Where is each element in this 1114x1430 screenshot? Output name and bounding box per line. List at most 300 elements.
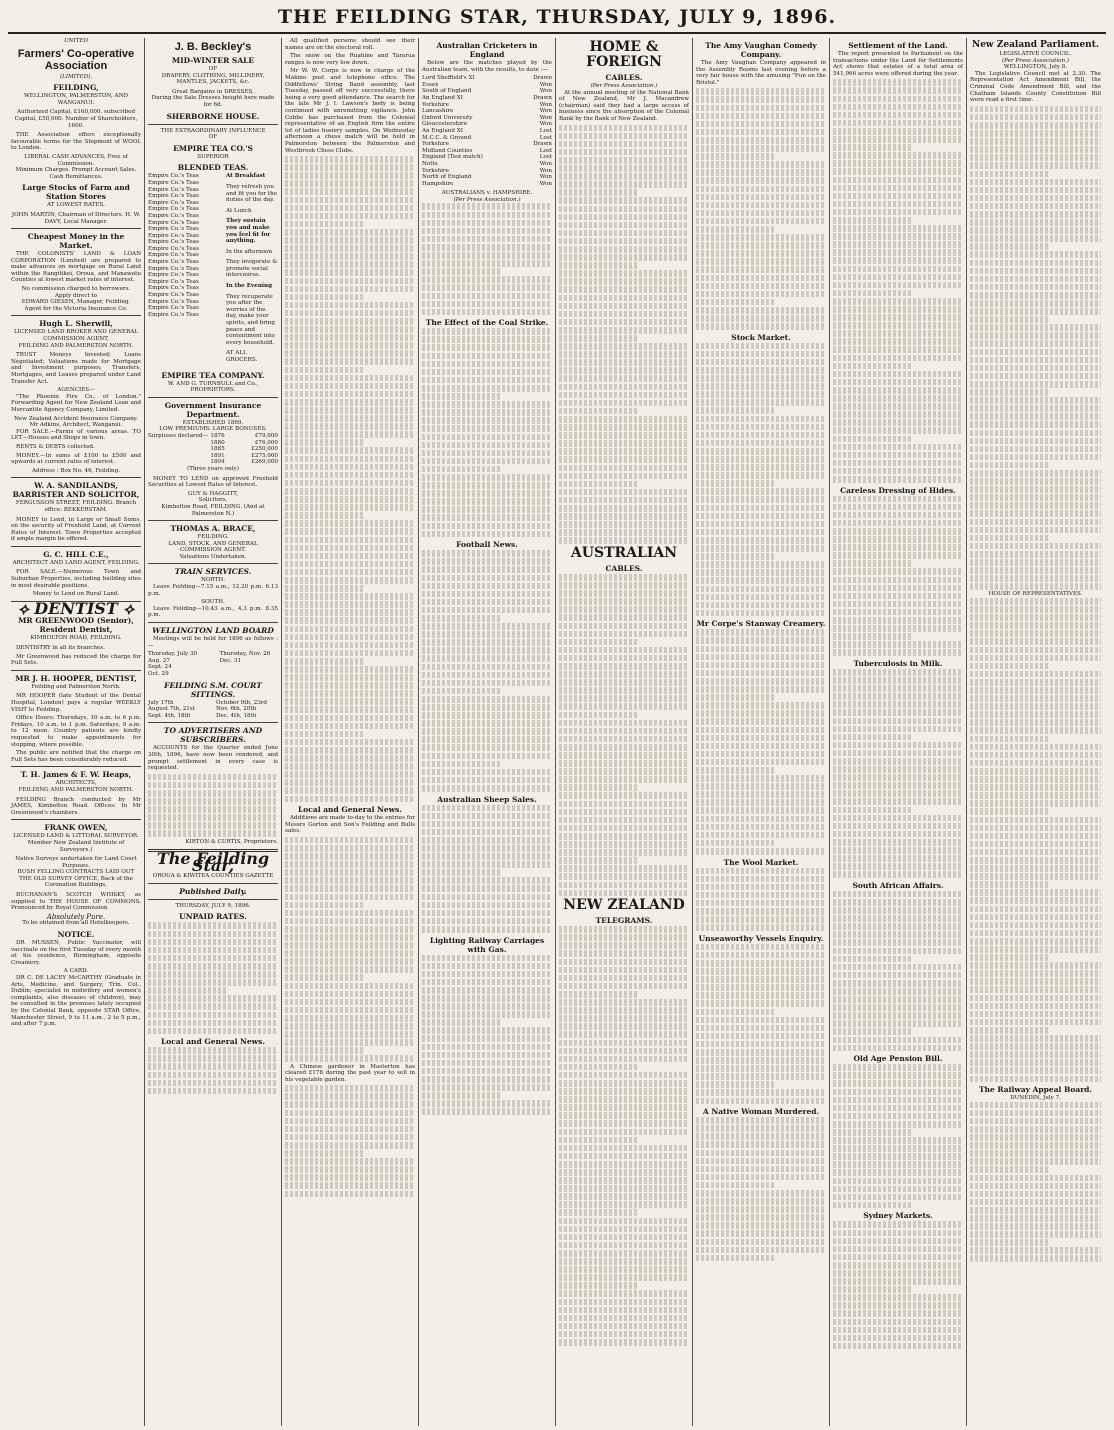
court-date: August 7th, 21st <box>148 706 195 713</box>
text-line <box>970 914 1101 921</box>
text-line <box>970 671 1101 678</box>
text-line <box>696 646 826 653</box>
text-line <box>285 237 415 244</box>
text-line <box>285 779 415 786</box>
aus-cricket-head: Australian Cricketers in England <box>436 41 538 59</box>
text-line <box>696 242 826 249</box>
text-line <box>559 776 689 783</box>
text-line <box>696 759 826 766</box>
text-line <box>422 252 552 259</box>
text-line <box>559 456 689 463</box>
text-line <box>422 591 552 598</box>
match-result: Lost <box>539 127 552 134</box>
text-line <box>285 334 415 341</box>
legis-head: LEGISLATIVE COUNCIL. <box>999 51 1072 57</box>
text-line <box>285 894 415 901</box>
tea-row: Empire Co.'s Teas <box>148 206 199 213</box>
text-line <box>422 558 552 565</box>
meeting-date: Thursday, Nov. 26 <box>219 651 271 658</box>
settlement-text: The report presented to Parliament on the transactions under the Land for Settlements Act shows that estates of a total area of 541,966 acres were offered during the year. <box>833 51 963 77</box>
text-line <box>559 873 689 880</box>
text-line <box>422 736 552 743</box>
text-line <box>970 897 1101 904</box>
text-line <box>696 960 826 967</box>
text-line <box>285 1039 415 1046</box>
text-line <box>833 1294 963 1301</box>
text-line <box>696 561 826 568</box>
fbranch-text: FEILDING Branch conducted by Mr JAMES, Kimbolton Road. Offices: In Mr Greenwood's chambers. <box>11 796 141 816</box>
text-line <box>285 188 415 195</box>
column-8 <box>967 38 1104 1426</box>
text-line <box>970 486 1101 493</box>
text-line <box>833 907 963 914</box>
text-line <box>696 662 826 669</box>
text-line <box>422 466 500 473</box>
text-line <box>970 906 1101 913</box>
text-line <box>285 245 415 252</box>
bank-text: At the annual meeting of the National Bank of New Zealand, Mr J. Macandrew (chairman) said they had a large access of business since the absorption of the Colonial Bank by the Bank of New Zealand. <box>559 89 689 122</box>
match-row <box>422 168 552 175</box>
text-line <box>833 617 963 624</box>
text-line <box>285 682 415 689</box>
greenwood-head: MR GREENWOOD (Senior), Resident Dentist, <box>18 616 134 635</box>
text-line <box>285 1015 415 1022</box>
text-line <box>285 934 415 941</box>
text-line <box>559 950 689 957</box>
railway-body <box>970 1102 1101 1262</box>
text-line <box>422 1035 552 1042</box>
text-line <box>559 1339 689 1346</box>
surplus-cell: 1891 <box>210 452 225 459</box>
text-line <box>833 209 963 216</box>
match-row <box>422 161 552 168</box>
text-line <box>833 1129 911 1136</box>
card-head: A CARD. <box>63 968 89 975</box>
text-line <box>970 1231 1101 1238</box>
text-line <box>970 1076 1101 1083</box>
match-opponent: Yorkshire <box>422 167 449 174</box>
text-line <box>696 735 826 742</box>
text-line <box>696 1009 774 1016</box>
text-line <box>696 1033 826 1040</box>
text-line <box>833 1221 963 1228</box>
text-line <box>696 137 826 144</box>
text-line <box>285 715 415 722</box>
text-line <box>696 1150 826 1157</box>
text-line <box>833 476 963 483</box>
text-line <box>696 654 826 661</box>
text-line <box>422 1003 552 1010</box>
text-line <box>833 160 963 167</box>
text-line <box>970 405 1101 412</box>
text-line <box>422 837 552 844</box>
text-line <box>833 1161 963 1168</box>
text-line <box>285 706 415 713</box>
text-line <box>696 343 826 350</box>
wool-body <box>696 868 826 931</box>
sydney-head: Sydney Markets. <box>863 1211 933 1221</box>
text-line <box>970 357 1101 364</box>
meeting-date: Oct. 29 <box>148 671 169 677</box>
text-line <box>148 995 278 1002</box>
text-line <box>422 212 552 219</box>
match-row <box>422 75 552 82</box>
drapery-text: DRAPERY, CLOTHING, MILLINERY, MANTLES, JACKETS, &c. <box>161 72 265 86</box>
text-line <box>559 1031 689 1038</box>
text-line <box>970 679 1101 686</box>
text-line <box>833 1343 963 1350</box>
text-line <box>833 871 963 878</box>
surplus-cell: £79,000 <box>254 432 278 439</box>
text-line <box>696 694 774 701</box>
text-line <box>970 922 1101 929</box>
text-line <box>559 481 637 488</box>
text-line <box>970 195 1101 202</box>
hooper-head: MR J. H. HOOPER, DENTIST, <box>15 673 137 683</box>
text-line <box>559 230 689 237</box>
press-assoc: (Per Press Association.) <box>453 196 521 203</box>
text-line <box>833 338 963 345</box>
match-result: Drawn <box>533 141 552 148</box>
text-line <box>285 642 415 649</box>
match-result: Won <box>539 160 552 167</box>
match-opponent: Yorkshire <box>422 141 449 148</box>
oroua-text: OROUA & KIWITEA COUNTIES GAZETTE <box>152 873 274 880</box>
ferguson-text: FERGUSSON STREET, FEILDING. Branch office: BEKKERSTAM. <box>15 500 137 513</box>
text-line <box>422 393 500 400</box>
text-line <box>422 1052 552 1059</box>
text-line <box>148 782 278 789</box>
tea-row: Empire Co.'s Teas <box>148 292 199 299</box>
text-line <box>559 367 689 374</box>
text-line <box>559 133 689 140</box>
text-line <box>696 868 826 875</box>
text-line <box>559 703 689 710</box>
text-line <box>970 841 1101 848</box>
text-line <box>833 774 963 781</box>
text-line <box>696 832 826 839</box>
text-line <box>285 205 415 212</box>
text-line <box>285 942 415 949</box>
text-line <box>148 814 278 821</box>
text-line <box>696 876 826 883</box>
meeting-date: Thursday, July 30 <box>148 651 198 658</box>
money2-text: MONEY to Lend, in Large or Small Sums, on the security of Freehold Land, at Current Rates of Interest. Town Properties accepted if ample margin be offered. <box>11 516 141 543</box>
text-line <box>285 399 415 406</box>
text-line <box>422 506 552 513</box>
text-line <box>559 1282 637 1289</box>
text-line <box>970 510 1101 517</box>
text-line <box>970 784 1101 791</box>
match-row <box>422 95 552 102</box>
surplus-block <box>148 433 278 466</box>
land-text: LAND, STOCK, AND GENERAL COMMISSION AGENT. <box>168 540 258 554</box>
wool-head: The Wool Market. <box>723 857 799 867</box>
text-line <box>696 751 826 758</box>
text-line <box>422 761 500 768</box>
text-line <box>970 768 1101 775</box>
text-line <box>559 1104 689 1111</box>
text-line <box>422 309 552 316</box>
text-line <box>696 718 826 725</box>
text-line <box>833 87 963 94</box>
divider <box>148 899 278 900</box>
sm-court-head: FEILDING S.M. COURT SITTINGS. <box>164 680 262 699</box>
text-line <box>422 244 552 251</box>
text-line <box>833 512 963 519</box>
text-line <box>970 446 1101 453</box>
text-line <box>696 892 826 899</box>
text-line <box>970 502 1101 509</box>
text-line <box>970 1158 1101 1165</box>
text-line <box>970 1142 1101 1149</box>
text-line <box>833 601 963 608</box>
text-line <box>422 1100 552 1107</box>
empire-co-head: EMPIRE TEA COMPANY. <box>161 370 265 380</box>
tea-note: They recuperate you after the worries of the day, make your spirits, and bring peace and contentment into every household. <box>226 293 275 346</box>
advert-head: TO ADVERTISERS AND SUBSCRIBERS. <box>163 726 263 745</box>
divider <box>11 766 141 767</box>
text-line <box>970 373 1101 380</box>
text-line <box>970 1102 1101 1109</box>
text-line <box>422 498 552 505</box>
text-line <box>422 655 552 662</box>
text-line <box>422 853 552 860</box>
coal-body <box>422 328 552 537</box>
intro-text: All qualified persons should see their names are on the electoral roll. <box>285 38 415 51</box>
text-line <box>696 783 826 790</box>
text-line <box>970 1183 1101 1190</box>
text-line <box>285 755 415 762</box>
text-line <box>422 353 552 360</box>
text-line <box>285 213 415 220</box>
text-line <box>833 120 963 127</box>
tea-row: Empire Co.'s Teas <box>148 212 199 219</box>
text-line <box>696 1182 774 1189</box>
corpe-head: Mr Corpe's Stanway Creamery. <box>696 619 826 629</box>
text-line <box>148 947 278 954</box>
text-line <box>559 295 689 302</box>
text-line <box>833 1202 911 1209</box>
text-line <box>696 161 826 168</box>
text-line <box>422 293 552 300</box>
text-line <box>833 782 963 789</box>
text-line <box>833 593 963 600</box>
text-line <box>696 1230 826 1237</box>
text-line <box>559 623 689 630</box>
text-line <box>422 301 552 308</box>
text-line <box>422 599 552 606</box>
text-line <box>696 944 826 951</box>
text-line <box>696 908 826 915</box>
match-row <box>422 154 552 161</box>
text-line <box>559 647 689 654</box>
text-line <box>285 164 415 171</box>
text-line <box>559 408 637 415</box>
text-line <box>422 268 500 275</box>
text-line <box>285 634 415 641</box>
match-row <box>422 128 552 135</box>
surplus-cell: £275,000 <box>251 452 278 459</box>
text-line <box>559 1129 689 1136</box>
column-3 <box>282 38 419 1426</box>
tea-row: Empire Co.'s Teas <box>148 272 199 279</box>
of2-label: OF <box>208 134 218 141</box>
text-line <box>833 726 963 733</box>
text-line <box>422 885 552 892</box>
text-line <box>970 349 1101 356</box>
published-text: Published Daily. <box>179 886 247 896</box>
match-opponent: Essex <box>422 81 439 88</box>
surplus-row <box>210 440 278 447</box>
text-line <box>422 607 552 614</box>
telegrams-head: TELEGRAMS. <box>595 916 653 926</box>
text-line <box>559 728 689 735</box>
hooper-text: MR HOOPER (late Student of the Dental Hospital, London) pays a regular WEEKLY VISIT to Feilding. <box>11 693 141 713</box>
text-line <box>970 833 1101 840</box>
text-line <box>833 411 963 418</box>
stock-sub: AT LOWEST RATES. <box>47 202 105 209</box>
text-line <box>970 227 1101 234</box>
text-line <box>833 1278 963 1285</box>
text-line <box>285 261 415 268</box>
text-line <box>833 996 963 1003</box>
text-line <box>559 841 689 848</box>
text-line <box>559 926 689 933</box>
office2-text: THE OLD SURVEY OFFICE, Back of the Coronation Buildings, <box>19 875 133 889</box>
apply-text: Apply direct to <box>54 292 98 299</box>
text-line <box>285 650 415 657</box>
tea-list <box>148 173 226 367</box>
stock-head: Large Stocks of Farm and Station Stores <box>22 183 130 202</box>
text-line <box>696 407 774 414</box>
text-line <box>833 1064 963 1071</box>
tea-note: They sustain you and make you feel fit for anything. <box>226 218 271 245</box>
text-line <box>422 1108 552 1115</box>
tea-row: Empire Co.'s Teas <box>148 305 199 312</box>
text-line <box>833 298 963 305</box>
text-line <box>696 218 826 225</box>
text-line <box>833 1178 963 1185</box>
text-line <box>970 365 1101 372</box>
text-line <box>559 614 689 621</box>
text-line <box>696 702 826 709</box>
text-line <box>696 1255 774 1262</box>
text-line <box>559 849 689 856</box>
forsale2-text: FOR SALE.—Numerous Town and Suburban Properties, including building sites in most desirable positions. <box>11 569 141 589</box>
text-line <box>285 918 415 925</box>
tea-row: Empire Co.'s Teas <box>148 173 199 180</box>
train-head: TRAIN SERVICES. <box>174 567 252 577</box>
court-date: July 17th <box>148 699 174 706</box>
text-line <box>422 728 552 735</box>
text-line <box>285 545 415 552</box>
text-line <box>833 1004 963 1011</box>
text-line <box>148 790 278 797</box>
text-line <box>422 744 552 751</box>
sydney-body <box>833 1221 963 1349</box>
text-line <box>148 1020 278 1027</box>
text-line <box>970 946 1101 953</box>
text-line <box>285 1047 363 1054</box>
text-line <box>696 686 826 693</box>
text-line <box>559 125 689 132</box>
text-line <box>422 566 552 573</box>
text-line <box>559 1137 637 1144</box>
unpaid-head: UNPAID RATES. <box>179 912 247 922</box>
text-line <box>696 1190 826 1197</box>
text-line <box>970 462 1049 469</box>
text-line <box>970 494 1101 501</box>
text-line <box>696 432 826 439</box>
text-line <box>422 1076 552 1083</box>
text-line <box>970 1247 1101 1254</box>
text-line <box>970 219 1101 226</box>
surplus-cell: 1894 <box>210 459 225 466</box>
text-line <box>285 926 415 933</box>
text-line <box>559 1299 689 1306</box>
brace-head: THOMAS A. BRACE, <box>170 524 256 534</box>
text-line <box>559 1048 689 1055</box>
text-line <box>696 383 826 390</box>
text-line <box>559 222 689 229</box>
text-line <box>559 959 689 966</box>
text-line <box>970 857 1101 864</box>
text-line <box>970 970 1101 977</box>
text-line <box>970 1150 1101 1157</box>
court-date: Sept. 4th, 18th <box>148 712 191 719</box>
text-line <box>696 569 826 576</box>
native-body <box>696 1117 826 1261</box>
divider <box>148 563 278 564</box>
text-line <box>833 560 911 567</box>
text-line <box>970 1191 1101 1198</box>
text-line <box>970 1207 1101 1214</box>
south-label: SOUTH. <box>201 599 225 606</box>
sheep-head: Australian Sheep Sales. <box>437 794 537 804</box>
text-line <box>970 276 1101 283</box>
chairman-text: JOHN MARTIN, Chairman of Directors. H. W. DAVY, Local Manager. <box>11 211 141 225</box>
local-head: Local and General News. <box>161 1037 265 1047</box>
text-line <box>559 582 689 589</box>
pension-head: Old Age Pension Bill. <box>853 1054 943 1064</box>
tea-row: Empire Co.'s Teas <box>148 285 199 292</box>
text-line <box>285 561 415 568</box>
text-line <box>833 758 963 765</box>
text-line <box>696 496 826 503</box>
text-line <box>696 399 826 406</box>
text-line <box>970 954 1049 961</box>
text-line <box>285 439 363 446</box>
text-line <box>970 978 1101 985</box>
text-line <box>696 1000 826 1007</box>
text-line <box>422 514 552 521</box>
tea-note: They refresh you and fit you for the duties of the day. <box>226 183 278 204</box>
corpe-body <box>696 629 826 854</box>
text-line <box>970 340 1101 347</box>
football-body <box>422 550 552 791</box>
text-line <box>970 438 1101 445</box>
text-line <box>285 763 415 770</box>
text-line <box>559 440 689 447</box>
text-line <box>833 436 911 443</box>
text-line <box>559 1096 689 1103</box>
text-line <box>696 1198 826 1205</box>
text-line <box>696 710 826 717</box>
text-line <box>970 1067 1101 1074</box>
text-line <box>696 678 826 685</box>
text-line <box>833 1186 963 1193</box>
